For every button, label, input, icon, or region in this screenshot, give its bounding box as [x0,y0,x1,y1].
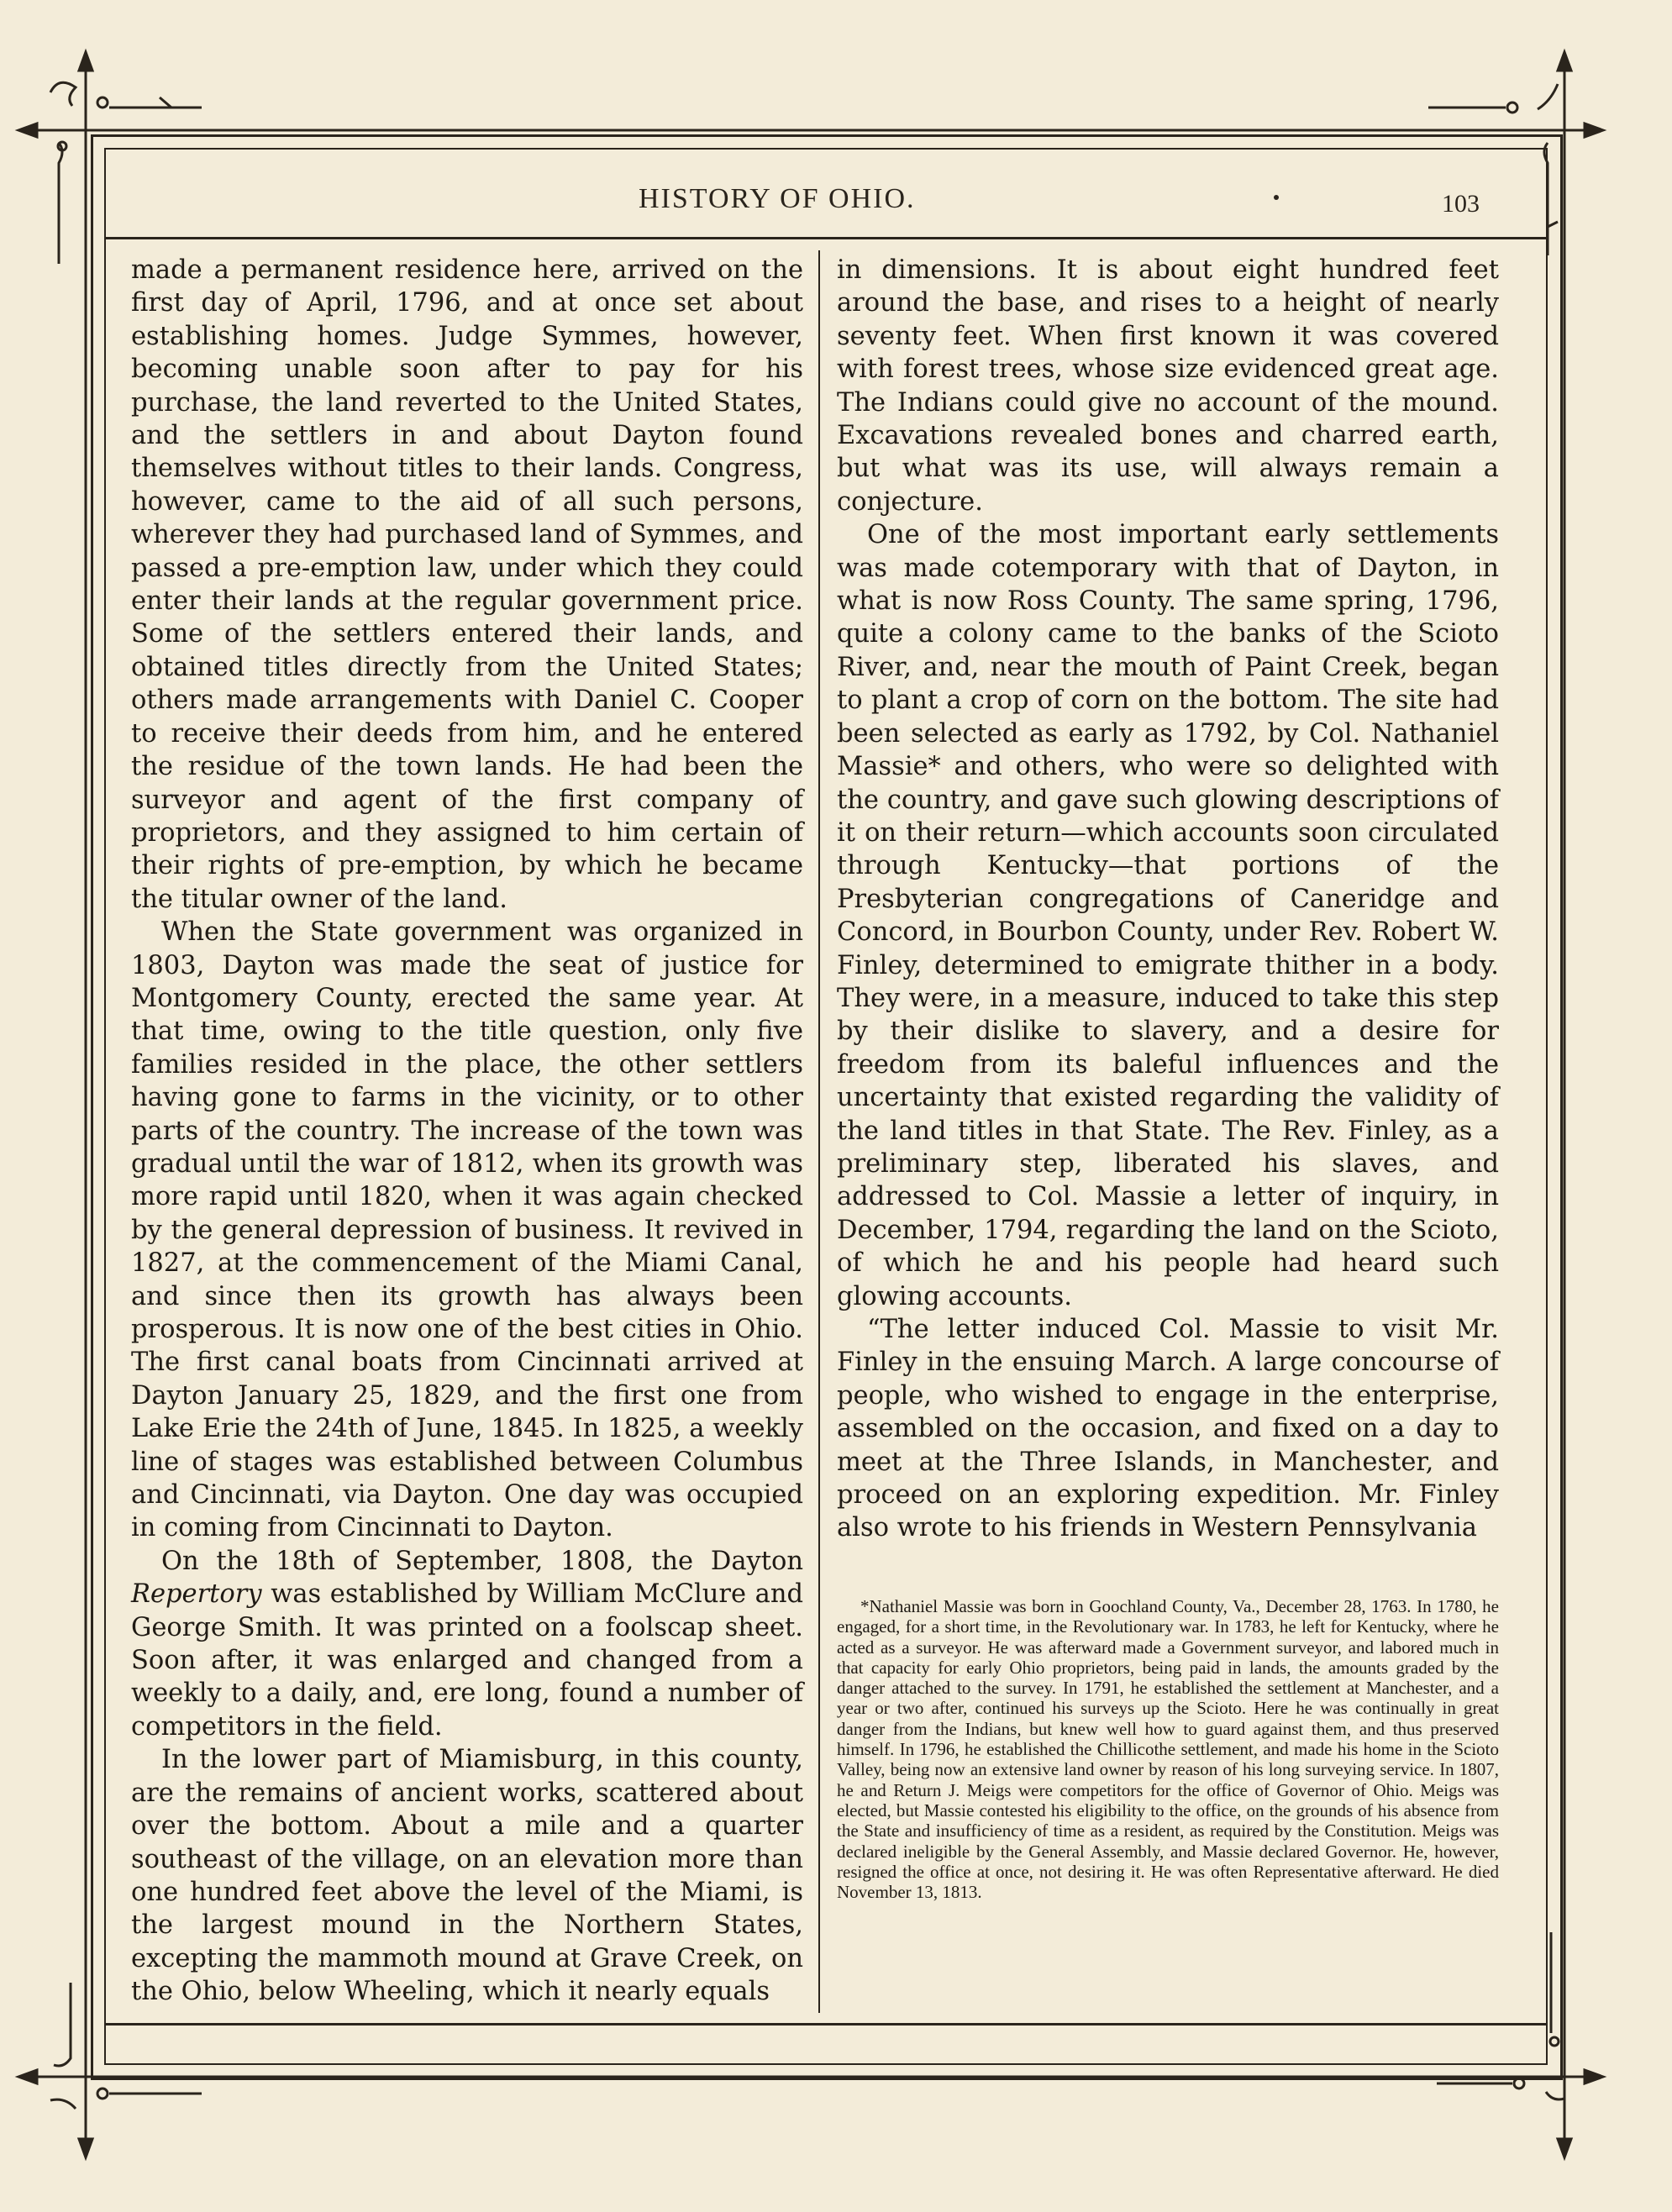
page-title: HISTORY OF OHIO. [639,183,916,214]
header-dot [1274,195,1279,200]
footnote-text: *Nathaniel Massie was born in Goochland County, Va., December 28, 1763. In 1780, he engaged, for a short time, in the Revolutionary war. In 1783, he left for Kentucky, where he acted as a surveyor. He was afterward made a Government surveyor, and labored much in that capacity for early Ohio proprietors, being paid in lands, the amounts graded by the danger attached to the survey. In 1791, he established the settlement at Manchester, and a year or two after, continued his surveys up the Scioto. Here he was continually in great danger from the Indians, but knew well how to guard against them, and thus preserved himself. In 1796, he established the Chillicothe settlement, and made his home in the Scioto Valley, being now an extensive land owner by reason of his long surveying service. In 1807, he and Return J. Meigs were competitors for the office of Governor of Ohio. Meigs was elected, but Massie contested his eligibility to the office, on the grounds of his absence from the State and insufficiency of time as a resident, as required by the Constitution. Meigs was declared ineligible by the General Assembly, and Massie declared Governor. He, however, resigned the office at once, not desiring it. He was often Representative afterward. He died November 13, 1813. [837,1596,1499,1903]
right-paragraph-2: One of the most important early settlements was made cotemporary with that of Dayton, in what is now Ross County. The same spring, 1796, quite a colony came to the banks of the Scioto River, and, near the mouth of Paint Creek, began to plant a crop of corn on the bottom. The site had been selected as early as 1792, by Col. Nathaniel Massie* and others, who were so delighted with the country, and gave such glowing descriptions of it on their return—which accounts soon circulated through Kentucky—that portions of the Presbyterian congregations of Caneridge and Concord, in Bourbon County, under Rev. Robert W. Finley, determined to emigrate thither in a body. They were, in a measure, induced to take this step by their dislike to slavery, and a desire for freedom from its baleful influences and the uncertainty that existed regarding the validity of the land titles in that State. The Rev. Finley, as a preliminary step, liberated his slaves, and addressed to Col. Massie a letter of inquiry, in December, 1794, regarding the land on the Scioto, of which he and his people had heard such glowing accounts. [837,520,1499,1311]
left-paragraph-3-end: was established by William McClure and George Smith. It was printed on a foolscap sheet. Soon after, it was enlarged and changed from a weekly to a daily, and, ere long, found a number of competitors in the field. [131,1579,803,1742]
header-rule [104,237,1546,239]
footnote [837,1596,1499,1902]
right-column [837,254,1499,1545]
left-paragraph-1: made a permanent residence here, arrived on the first day of April, 1796, and at once set about establishing homes. Judge Symmes, however, becoming unable soon after to pay for his purchase, the land reverted to the United States, and the settlers in and about Dayton found themselves without titles to their lands. Congress, however, came to the aid of all such persons, wherever they had purchased land of Symmes, and passed a pre-emption law, under which they could enter their lands at the regular government price. Some of the settlers entered their lands, and obtained titles directly from the United States; others made arrangements with Daniel C. Cooper to receive their deeds from him, and he entered the residue of the town lands. He had been the surveyor and agent of the first company of proprietors, and they assigned to him certain of their rights of pre-emption, by which he became the titular owner of the land. [131,255,803,914]
left-paragraph-2: When the State government was organized in 1803, Dayton was made the seat of justice for Montgomery County, erected the same year. At that time, owing to the title question, only five families resided in the place, the other settlers having gone to farms in the vicinity, or to other parts of the country. The increase of the town was gradual until the war of 1812, when its growth was more rapid until 1820, when it was again checked by the general depression of business. It revived in 1827, at the commencement of the Miami Canal, and since then its growth has always been prosperous. It is now one of the best cities in Ohio. The first canal boats from Cincinnati arrived at Dayton January 25, 1829, and the first one from Lake Erie the 24th of June, 1845. In 1825, a weekly line of stages was established between Columbus and Cincinnati, via Dayton. One day was occupied in coming from Cincinnati to Dayton. [131,917,803,1543]
column-divider [818,250,820,2013]
right-paragraph-3: “The letter induced Col. Massie to visit Mr. Finley in the ensuing March. A large concourse of people, who wished to engage in the enterprise, assembled on the occasion, and fixed on a day to meet at the Three Islands, in Manchester, and proceed on an exploring expedition. Mr. Finley also wrote to his friends in Western Pennsylvania [837,1315,1499,1543]
footer-rule [104,2023,1546,2025]
right-paragraph-1: in dimensions. It is about eight hundred feet around the base, and rises to a height of nearly seventy feet. When first known it was covered with forest trees, whose size evidenced great age. The Indians could give no account of the mound. Excavations revealed bones and charred earth, but what was its use, will always remain a conjecture. [837,255,1499,517]
left-paragraph-3-start: On the 18th of September, 1808, the Dayton [161,1546,803,1576]
page-number: 103 [1442,190,1480,218]
newspaper-name: Repertory [131,1579,262,1610]
left-paragraph-3 [131,1545,803,1743]
left-paragraph-4: In the lower part of Miamisburg, in this county, are the remains of ancient works, scattered about over the bottom. About a mile and a quarter southeast of the village, on an elevation more than one hundred feet above the level of the Miami, is the largest mound in the Northern States, excepting the mammoth mound at Grave Creek, on the Ohio, below Wheeling, which it nearly equals [131,1745,803,2007]
left-column [131,254,803,2009]
